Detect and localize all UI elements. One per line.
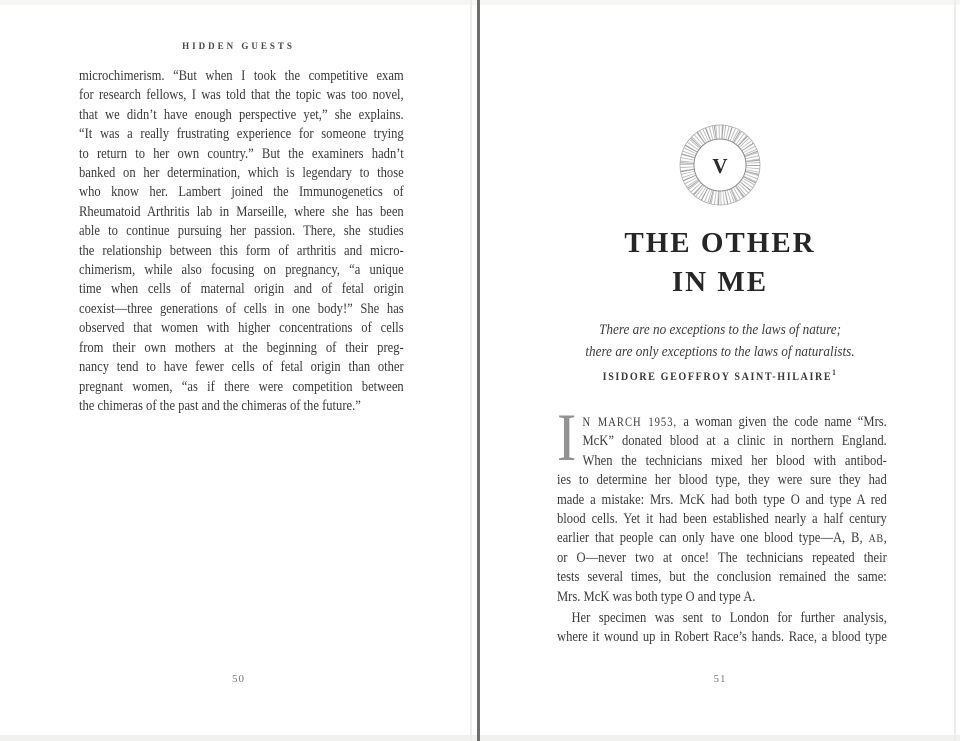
drop-cap: I <box>557 399 577 475</box>
body-line-text: a woman given the code name “Mrs. <box>677 414 887 430</box>
chapter-ornament <box>480 123 960 207</box>
chapter-title-line: IN ME <box>671 266 769 298</box>
body-line: When the technicians mixed her blood with antibod- <box>582 452 887 469</box>
body-line: able to continue pursuing her passion. There, she studies <box>79 223 404 240</box>
running-header: HIDDEN GUESTS <box>182 41 295 51</box>
body-line: Mrs. McK was both type O and type A. <box>557 588 756 605</box>
epigraph-attribution <box>509 368 931 383</box>
body-line: where it wound up in Robert Race’s hands. Race, a blood type <box>557 629 887 646</box>
page-left <box>0 0 477 741</box>
body-line: McK” donated blood at a clinic in northern England. <box>582 433 887 450</box>
body-line: for research fellows, I was told that the topic was too novel, <box>79 87 404 104</box>
body-line: pregnant women, “as if there were competition between <box>79 378 404 395</box>
body-line: from their own mothers at the beginning of their preg- <box>79 339 404 356</box>
body-line: made a mistake: Mrs. McK had both type O and type A red <box>557 491 887 508</box>
attribution-name: ISIDORE GEOFFROY SAINT-HILAIRE <box>602 370 833 383</box>
body-line: tests several times, but the conclusion remained the same: <box>557 569 887 586</box>
body-line: nancy tend to have fewer cells of fetal origin than other <box>79 359 404 376</box>
epigraph-line: there are only exceptions to the laws of naturalists. <box>585 343 855 360</box>
body-line: the relationship between this form of arthritis and micro- <box>79 242 404 259</box>
body-line: “It was a really frustrating experience for someone trying <box>79 126 404 143</box>
right-body-text <box>557 399 887 648</box>
left-body-text <box>79 67 404 416</box>
chapter-title <box>480 224 960 302</box>
body-line: coexist—three generations of cells in one body!” She has <box>79 300 404 317</box>
page-right <box>480 0 960 741</box>
body-line: the chimeras of the past and the chimeras of the future.” <box>79 397 361 414</box>
page-number-right: 51 <box>713 673 727 685</box>
epigraph <box>509 320 931 383</box>
body-line: who know her. Lambert joined the Immunogenetics of <box>79 184 404 201</box>
body-line: ies to determine her blood type, they were sure they had <box>557 472 887 489</box>
body-line: chimerism, while also focusing on pregnancy, “a unique <box>79 262 404 279</box>
footnote-marker: 1 <box>832 368 838 377</box>
body-line: that we didn’t have enough perspective yet,” she explains. <box>79 106 404 123</box>
body-line: Her specimen was sent to London for further analysis, <box>571 610 887 627</box>
body-line: blood cells. Yet it had been established nearly a half century <box>557 511 887 528</box>
body-line: or O—never two at once! The technicians repeated their <box>557 549 887 566</box>
body-line-text: , <box>883 530 887 547</box>
smallcaps-ab: AB <box>868 531 884 546</box>
body-line: microchimerism. “But when I took the competitive exam <box>79 68 404 84</box>
body-line: time when cells of maternal origin and of fetal origin <box>79 281 404 298</box>
body-line-text: earlier that people can only have one blood type—A, B, <box>557 530 869 547</box>
body-line: observed that women with higher concentrations of cells <box>79 320 404 337</box>
engraved-ring-icon <box>678 123 762 207</box>
chapter-title-line: THE OTHER <box>624 227 816 259</box>
body-line: to return to her own country.” But the examiners hadn’t <box>79 145 404 162</box>
chapter-number: V <box>712 154 728 178</box>
page-number-left: 50 <box>232 673 245 685</box>
body-line: Rheumatoid Arthritis lab in Marseille, where she has been <box>79 203 404 220</box>
body-line <box>583 413 887 432</box>
body-line <box>557 529 887 548</box>
epigraph-line: There are no exceptions to the laws of nature; <box>599 322 841 338</box>
body-line: banked on her determination, which is legendary to those <box>79 165 404 182</box>
smallcaps-opening: N MARCH 1953, <box>582 415 678 429</box>
